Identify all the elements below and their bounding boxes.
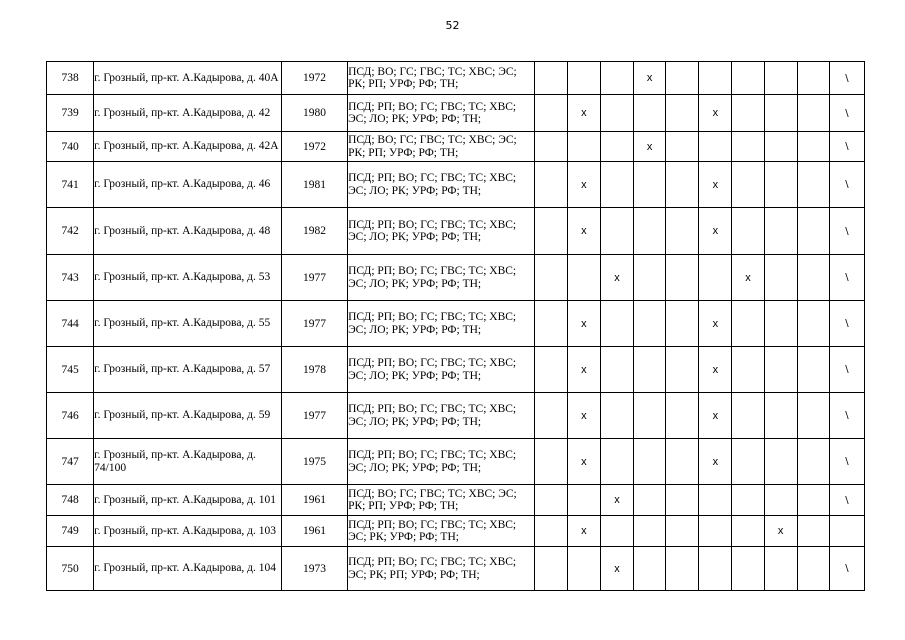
mark-cell: [666, 132, 699, 162]
mark-cell: [534, 301, 567, 347]
mark-cell: [567, 132, 600, 162]
mark-cell: [732, 62, 764, 95]
mark-cell: [666, 162, 699, 208]
year-cell: 1982: [281, 208, 347, 255]
mark-cell: х: [699, 95, 732, 132]
mark-cell: [600, 208, 633, 255]
row-number: 738: [47, 62, 94, 95]
mark-cell: [634, 439, 666, 485]
mark-cell: [732, 516, 764, 547]
mark-cell: [534, 162, 567, 208]
year-cell: 1961: [281, 485, 347, 516]
mark-cell: [666, 547, 699, 591]
row-number: 743: [47, 255, 94, 301]
row-number: 749: [47, 516, 94, 547]
mark-cell: х: [567, 393, 600, 439]
address-cell: г. Грозный, пр-кт. А.Кадырова, д. 74/100: [94, 439, 282, 485]
table-row: [47, 516, 865, 547]
mark-cell: [567, 547, 600, 591]
mark-cell: х: [699, 347, 732, 393]
works-list-cell: ПСД; ВО; ГС; ГВС; ТС; ХВС; ЭС; РК; РП; УРФ; РФ; ТН;: [348, 62, 535, 95]
table-row: [47, 301, 865, 347]
address-cell: г. Грозный, пр-кт. А.Кадырова, д. 40А: [94, 62, 282, 95]
year-cell: 1980: [281, 95, 347, 132]
mark-cell: х: [600, 547, 633, 591]
mark-cell: [666, 516, 699, 547]
mark-cell: [567, 485, 600, 516]
table-row: [47, 62, 865, 95]
mark-cell: [600, 347, 633, 393]
year-cell: 1977: [281, 393, 347, 439]
mark-cell: [600, 439, 633, 485]
address-cell: г. Грозный, пр-кт. А.Кадырова, д. 101: [94, 485, 282, 516]
mark-cell: х: [764, 516, 797, 547]
works-list-cell: ПСД; РП; ВО; ГС; ГВС; ТС; ХВС; ЭС; ЛО; РК; УРФ; РФ; ТН;: [348, 347, 535, 393]
mark-cell: х: [567, 516, 600, 547]
mark-cell: х: [600, 255, 633, 301]
mark-cell: [764, 301, 797, 347]
year-cell: 1981: [281, 162, 347, 208]
address-cell: г. Грозный, пр-кт. А.Кадырова, д. 53: [94, 255, 282, 301]
row-number: 747: [47, 439, 94, 485]
row-number: 745: [47, 347, 94, 393]
end-mark-cell: \: [829, 485, 864, 516]
mark-cell: [764, 95, 797, 132]
mark-cell: [732, 132, 764, 162]
works-list-cell: ПСД; РП; ВО; ГС; ГВС; ТС; ХВС; ЭС; ЛО; РК; УРФ; РФ; ТН;: [348, 393, 535, 439]
mark-cell: [732, 347, 764, 393]
works-list-cell: ПСД; РП; ВО; ГС; ГВС; ТС; ХВС; ЭС; ЛО; РК; УРФ; РФ; ТН;: [348, 95, 535, 132]
mark-cell: [797, 95, 829, 132]
mark-cell: [699, 485, 732, 516]
mark-cell: [797, 208, 829, 255]
mark-cell: [534, 347, 567, 393]
year-cell: 1973: [281, 547, 347, 591]
mark-cell: х: [600, 485, 633, 516]
year-cell: 1972: [281, 132, 347, 162]
mark-cell: [666, 95, 699, 132]
mark-cell: [699, 516, 732, 547]
row-number: 744: [47, 301, 94, 347]
mark-cell: [534, 208, 567, 255]
works-list-cell: ПСД; РП; ВО; ГС; ГВС; ТС; ХВС; ЭС; ЛО; РК; УРФ; РФ; ТН;: [348, 439, 535, 485]
mark-cell: [567, 62, 600, 95]
address-cell: г. Грозный, пр-кт. А.Кадырова, д. 42: [94, 95, 282, 132]
mark-cell: [634, 255, 666, 301]
mark-cell: [600, 516, 633, 547]
mark-cell: [797, 516, 829, 547]
mark-cell: [797, 393, 829, 439]
mark-cell: х: [567, 162, 600, 208]
end-mark-cell: \: [829, 347, 864, 393]
mark-cell: [666, 347, 699, 393]
mark-cell: х: [567, 347, 600, 393]
end-mark-cell: \: [829, 62, 864, 95]
mark-cell: [634, 208, 666, 255]
mark-cell: х: [634, 132, 666, 162]
works-list-cell: ПСД; РП; ВО; ГС; ГВС; ТС; ХВС; ЭС; ЛО; РК; УРФ; РФ; ТН;: [348, 208, 535, 255]
mark-cell: х: [699, 208, 732, 255]
mark-cell: [732, 485, 764, 516]
mark-cell: [764, 208, 797, 255]
mark-cell: [764, 485, 797, 516]
mark-cell: [699, 255, 732, 301]
mark-cell: [666, 439, 699, 485]
mark-cell: [764, 393, 797, 439]
mark-cell: [666, 255, 699, 301]
mark-cell: [666, 301, 699, 347]
table-row: [47, 439, 865, 485]
end-mark-cell: [829, 516, 864, 547]
mark-cell: [797, 547, 829, 591]
end-mark-cell: \: [829, 301, 864, 347]
mark-cell: [732, 208, 764, 255]
table-row: [47, 95, 865, 132]
mark-cell: [534, 547, 567, 591]
mark-cell: [732, 301, 764, 347]
row-number: 746: [47, 393, 94, 439]
mark-cell: [534, 516, 567, 547]
works-list-cell: ПСД; РП; ВО; ГС; ГВС; ТС; ХВС; ЭС; РК; УРФ; РФ; ТН;: [348, 516, 535, 547]
mark-cell: х: [567, 95, 600, 132]
mark-cell: [634, 547, 666, 591]
mark-cell: [732, 95, 764, 132]
table-row: [47, 255, 865, 301]
works-list-cell: ПСД; РП; ВО; ГС; ГВС; ТС; ХВС; ЭС; РК; РП; УРФ; РФ; ТН;: [348, 547, 535, 591]
table-row: [47, 132, 865, 162]
mark-cell: [634, 162, 666, 208]
mark-cell: [732, 439, 764, 485]
works-list-cell: ПСД; РП; ВО; ГС; ГВС; ТС; ХВС; ЭС; ЛО; РК; УРФ; РФ; ТН;: [348, 301, 535, 347]
buildings-table: [46, 61, 865, 591]
mark-cell: [797, 485, 829, 516]
year-cell: 1977: [281, 255, 347, 301]
mark-cell: х: [634, 62, 666, 95]
mark-cell: [797, 162, 829, 208]
mark-cell: [699, 132, 732, 162]
table-row: [47, 485, 865, 516]
row-number: 740: [47, 132, 94, 162]
mark-cell: [634, 516, 666, 547]
mark-cell: [567, 255, 600, 301]
mark-cell: х: [699, 393, 732, 439]
row-number: 750: [47, 547, 94, 591]
year-cell: 1977: [281, 301, 347, 347]
end-mark-cell: \: [829, 95, 864, 132]
address-cell: г. Грозный, пр-кт. А.Кадырова, д. 57: [94, 347, 282, 393]
mark-cell: [600, 95, 633, 132]
end-mark-cell: \: [829, 162, 864, 208]
mark-cell: [797, 301, 829, 347]
end-mark-cell: \: [829, 393, 864, 439]
year-cell: 1978: [281, 347, 347, 393]
mark-cell: [534, 439, 567, 485]
mark-cell: [534, 255, 567, 301]
mark-cell: [534, 393, 567, 439]
mark-cell: [634, 347, 666, 393]
end-mark-cell: \: [829, 439, 864, 485]
mark-cell: [666, 208, 699, 255]
year-cell: 1975: [281, 439, 347, 485]
row-number: 742: [47, 208, 94, 255]
end-mark-cell: \: [829, 132, 864, 162]
row-number: 748: [47, 485, 94, 516]
year-cell: 1972: [281, 62, 347, 95]
mark-cell: [634, 301, 666, 347]
mark-cell: [764, 255, 797, 301]
mark-cell: [764, 162, 797, 208]
mark-cell: [634, 485, 666, 516]
address-cell: г. Грозный, пр-кт. А.Кадырова, д. 42А: [94, 132, 282, 162]
mark-cell: [600, 393, 633, 439]
year-cell: 1961: [281, 516, 347, 547]
address-cell: г. Грозный, пр-кт. А.Кадырова, д. 46: [94, 162, 282, 208]
table-row: [47, 393, 865, 439]
mark-cell: [764, 439, 797, 485]
mark-cell: [764, 62, 797, 95]
mark-cell: [699, 547, 732, 591]
address-cell: г. Грозный, пр-кт. А.Кадырова, д. 104: [94, 547, 282, 591]
table-row: [47, 547, 865, 591]
mark-cell: [600, 62, 633, 95]
works-list-cell: ПСД; ВО; ГС; ГВС; ТС; ХВС; ЭС; РК; РП; УРФ; РФ; ТН;: [348, 132, 535, 162]
mark-cell: [534, 62, 567, 95]
mark-cell: х: [567, 208, 600, 255]
mark-cell: [797, 255, 829, 301]
mark-cell: [534, 485, 567, 516]
mark-cell: х: [567, 439, 600, 485]
table-body: [47, 62, 865, 591]
mark-cell: х: [567, 301, 600, 347]
end-mark-cell: \: [829, 208, 864, 255]
mark-cell: [600, 301, 633, 347]
mark-cell: [797, 439, 829, 485]
mark-cell: [634, 393, 666, 439]
row-number: 739: [47, 95, 94, 132]
mark-cell: [699, 62, 732, 95]
table-row: [47, 347, 865, 393]
mark-cell: [534, 95, 567, 132]
row-number: 741: [47, 162, 94, 208]
mark-cell: [600, 132, 633, 162]
mark-cell: х: [699, 301, 732, 347]
end-mark-cell: \: [829, 547, 864, 591]
mark-cell: [732, 393, 764, 439]
table-row: [47, 208, 865, 255]
mark-cell: [600, 162, 633, 208]
works-list-cell: ПСД; ВО; ГС; ГВС; ТС; ХВС; ЭС; РК; РП; УРФ; РФ; ТН;: [348, 485, 535, 516]
mark-cell: [634, 95, 666, 132]
mark-cell: [732, 162, 764, 208]
mark-cell: [764, 347, 797, 393]
mark-cell: [732, 547, 764, 591]
mark-cell: [797, 132, 829, 162]
page-number: 52: [445, 19, 460, 32]
mark-cell: [666, 393, 699, 439]
mark-cell: [666, 62, 699, 95]
table-row: [47, 162, 865, 208]
works-list-cell: ПСД; РП; ВО; ГС; ГВС; ТС; ХВС; ЭС; ЛО; РК; УРФ; РФ; ТН;: [348, 162, 535, 208]
mark-cell: [797, 62, 829, 95]
address-cell: г. Грозный, пр-кт. А.Кадырова, д. 103: [94, 516, 282, 547]
address-cell: г. Грозный, пр-кт. А.Кадырова, д. 59: [94, 393, 282, 439]
mark-cell: [797, 347, 829, 393]
address-cell: г. Грозный, пр-кт. А.Кадырова, д. 48: [94, 208, 282, 255]
mark-cell: [764, 547, 797, 591]
mark-cell: [666, 485, 699, 516]
mark-cell: х: [699, 162, 732, 208]
mark-cell: [764, 132, 797, 162]
mark-cell: х: [732, 255, 764, 301]
works-list-cell: ПСД; РП; ВО; ГС; ГВС; ТС; ХВС; ЭС; ЛО; РК; УРФ; РФ; ТН;: [348, 255, 535, 301]
mark-cell: [534, 132, 567, 162]
address-cell: г. Грозный, пр-кт. А.Кадырова, д. 55: [94, 301, 282, 347]
mark-cell: х: [699, 439, 732, 485]
end-mark-cell: \: [829, 255, 864, 301]
